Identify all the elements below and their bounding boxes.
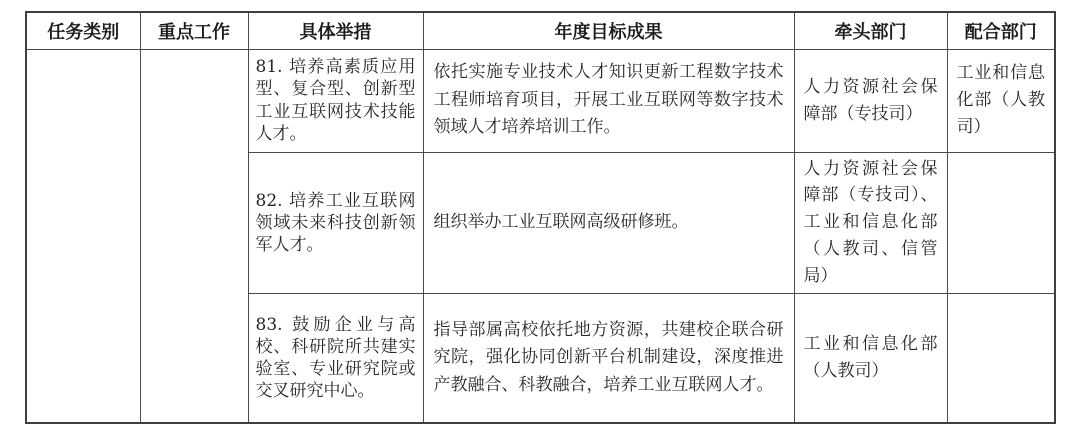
header-key-work: 重点工作 xyxy=(140,12,248,49)
cell-goal-81: 依托实施专业技术人才知识更新工程数字技术工程师培育项目，开展工业互联网等数字技术领域人才培养培训工作。 xyxy=(423,49,794,152)
cell-support-83 xyxy=(947,293,1055,423)
table-row xyxy=(26,49,1055,152)
cell-key-work-merged xyxy=(140,49,248,423)
cell-support-81: 工业和信息化部（人教司） xyxy=(947,49,1055,152)
header-task-category: 任务类别 xyxy=(26,12,140,49)
work-plan-table xyxy=(25,11,1056,424)
cell-lead-82: 人力资源社会保障部（专技司）、工业和信息化部（人教司、信管局） xyxy=(794,152,947,293)
header-support-department: 配合部门 xyxy=(947,12,1055,49)
cell-measure-81: 81. 培养高素质应用型、复合型、创新型工业互联网技术技能人才。 xyxy=(248,49,423,152)
cell-task-category-merged xyxy=(26,49,140,423)
header-lead-department: 牵头部门 xyxy=(794,12,947,49)
cell-goal-82: 组织举办工业互联网高级研修班。 xyxy=(423,152,794,293)
cell-measure-83: 83. 鼓励企业与高校、科研院所共建实验室、专业研究院或交叉研究中心。 xyxy=(248,293,423,423)
header-measure: 具体举措 xyxy=(248,12,423,49)
cell-measure-82: 82. 培养工业互联网领域未来科技创新领军人才。 xyxy=(248,152,423,293)
cell-lead-83: 工业和信息化部（人教司） xyxy=(794,293,947,423)
cell-support-82 xyxy=(947,152,1055,293)
header-annual-goal: 年度目标成果 xyxy=(423,12,794,49)
cell-lead-81: 人力资源社会保障部（专技司） xyxy=(794,49,947,152)
cell-goal-83: 指导部属高校依托地方资源，共建校企联合研究院，强化协同创新平台机制建设，深度推进产教融合、科教融合，培养工业互联网人才。 xyxy=(423,293,794,423)
table-header-row xyxy=(26,12,1055,49)
